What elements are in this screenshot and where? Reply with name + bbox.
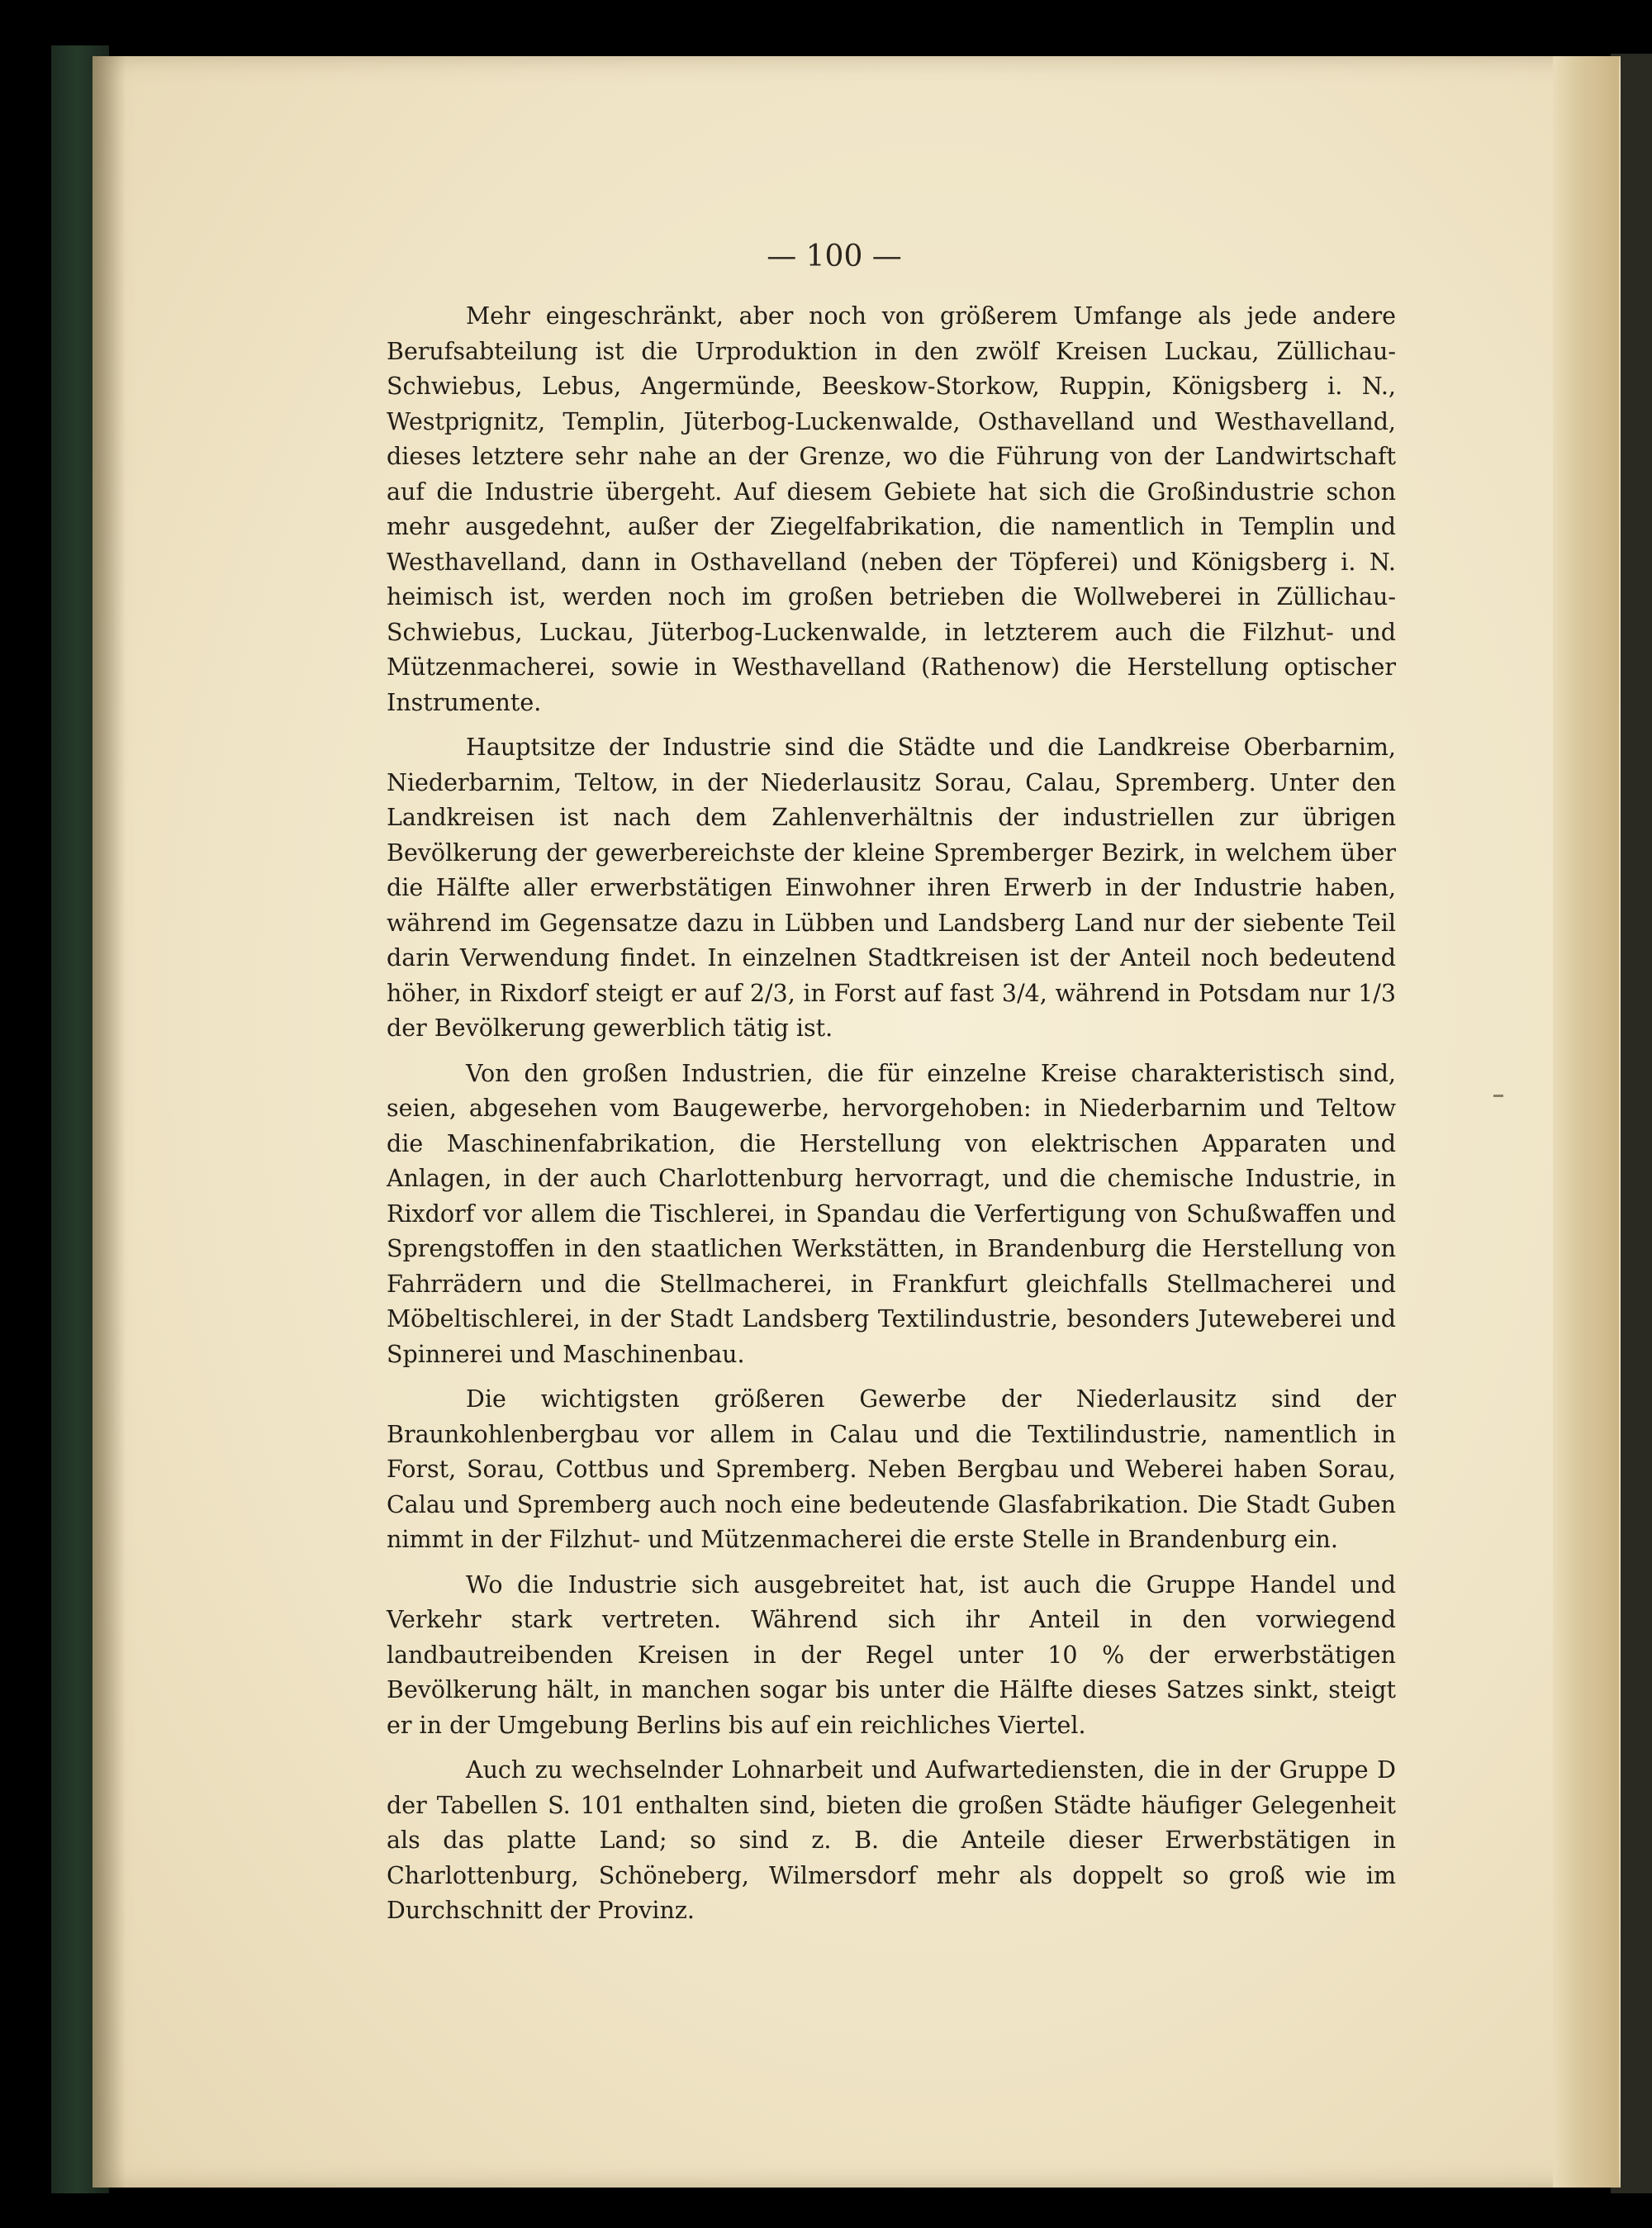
- paragraph: Von den großen Industrien, die für einzelne Kreise charakteristisch sind, seien, abgesehen vom Baugewerbe, hervorgehoben: in Niederbarnim und Teltow die Maschinenfabrikation, die Herstellung von elektrischen Apparaten und Anlagen, in der auch Charlottenburg hervorragt, und die chemische Industrie, in Rixdorf vor allem die Tischlerei, in Spandau die Verfertigung von Schußwaffen und Sprengstoffen in den staatlichen Werkstätten, in Brandenburg die Herstellung von Fahrrädern und die Stellmacherei, in Frankfurt gleichfalls Stellmacherei und Möbeltischlerei, in der Stadt Landsberg Textilindustrie, besonders Juteweberei und Spinnerei und Maschinenbau.: [387, 1059, 1396, 1368]
- spine-shadow: [93, 56, 126, 2188]
- body-text: [387, 299, 1396, 1939]
- paragraph: Auch zu wechselnder Lohnarbeit und Aufwartediensten, die in der Gruppe D der Tabellen S. 101 enthalten sind, bieten die großen Städte häufiger Gelegenheit als das platte Land; so sind z. B. die Anteile dieser Erwerbstätigen in Charlottenburg, Schöneberg, Wilmersdorf mehr als doppelt so groß wie im Durchschnitt der Provinz.: [387, 1756, 1396, 1924]
- paragraph: Hauptsitze der Industrie sind die Städte und die Landkreise Oberbarnim, Niederbarnim, Teltow, in der Niederlausitz Sorau, Calau, Spremberg. Unter den Landkreisen ist nach dem Zahlenverhältnis der industriellen zur übrigen Bevölkerung der gewerbereichste der kleine Spremberger Bezirk, in welchem über die Hälfte aller erwerbstätigen Einwohner ihren Erwerb in der Industrie haben, während im Gegensatze dazu in Lübben und Landsberg Land nur der siebente Teil darin Verwendung findet. In einzelnen Stadtkreisen ist der Anteil noch bedeutend höher, in Rixdorf steigt er auf 2/3, in Forst auf fast 3/4, während in Potsdam nur 1/3 der Bevölkerung gewerblich tätig ist.: [387, 734, 1396, 1042]
- page-number: — 100 —: [767, 240, 902, 273]
- paragraph: Wo die Industrie sich ausgebreitet hat, ist auch die Gruppe Handel und Verkehr stark vertreten. Während sich ihr Anteil in den vorwiegend landbautreibenden Kreisen in der Regel unter 10 % der erwerbstätigen Bevölkerung hält, in manchen sogar bis unter die Hälfte dieses Satzes sinkt, steigt er in der Umgebung Berlins bis auf ein reichliches Viertel.: [387, 1570, 1396, 1739]
- margin-mark: [1493, 1095, 1503, 1097]
- page-edge: [1553, 56, 1619, 2188]
- paragraph: Die wichtigsten größeren Gewerbe der Niederlausitz sind der Braunkohlenbergbau vor allem in Calau und die Textilindustrie, namentlich in Forst, Sorau, Cottbus und Spremberg. Neben Bergbau und Weberei haben Sorau, Calau und Spremberg auch noch eine bedeutende Glasfabrikation. Die Stadt Guben nimmt in der Filzhut- und Mützenmacherei die erste Stelle in Brandenburg ein.: [387, 1385, 1396, 1553]
- paragraph: Mehr eingeschränkt, aber noch von größerem Umfange als jede andere Berufsabteilung ist die Urproduktion in den zwölf Kreisen Luckau, Züllichau-Schwiebus, Lebus, Angermünde, Beeskow-Storkow, Ruppin, Königsberg i. N., Westprignitz, Templin, Jüterbog-Luckenwalde, Osthavelland und Westhavelland, dieses letztere sehr nahe an der Grenze, wo die Führung von der Landwirtschaft auf die Industrie übergeht. Auf diesem Gebiete hat sich die Großindustrie schon mehr ausgedehnt, außer der Ziegelfabrikation, die namentlich in Templin und Westhavelland, dann in Osthavelland (neben der Töpferei) und Königsberg i. N. heimisch ist, werden noch im großen betrieben die Wollweberei in Züllichau-Schwiebus, Luckau, Jüterbog-Luckenwalde, in letzterem auch die Filzhut- und Mützenmacherei, sowie in Westhavelland (Rathenow) die Herstellung optischer Instrumente.: [387, 302, 1396, 716]
